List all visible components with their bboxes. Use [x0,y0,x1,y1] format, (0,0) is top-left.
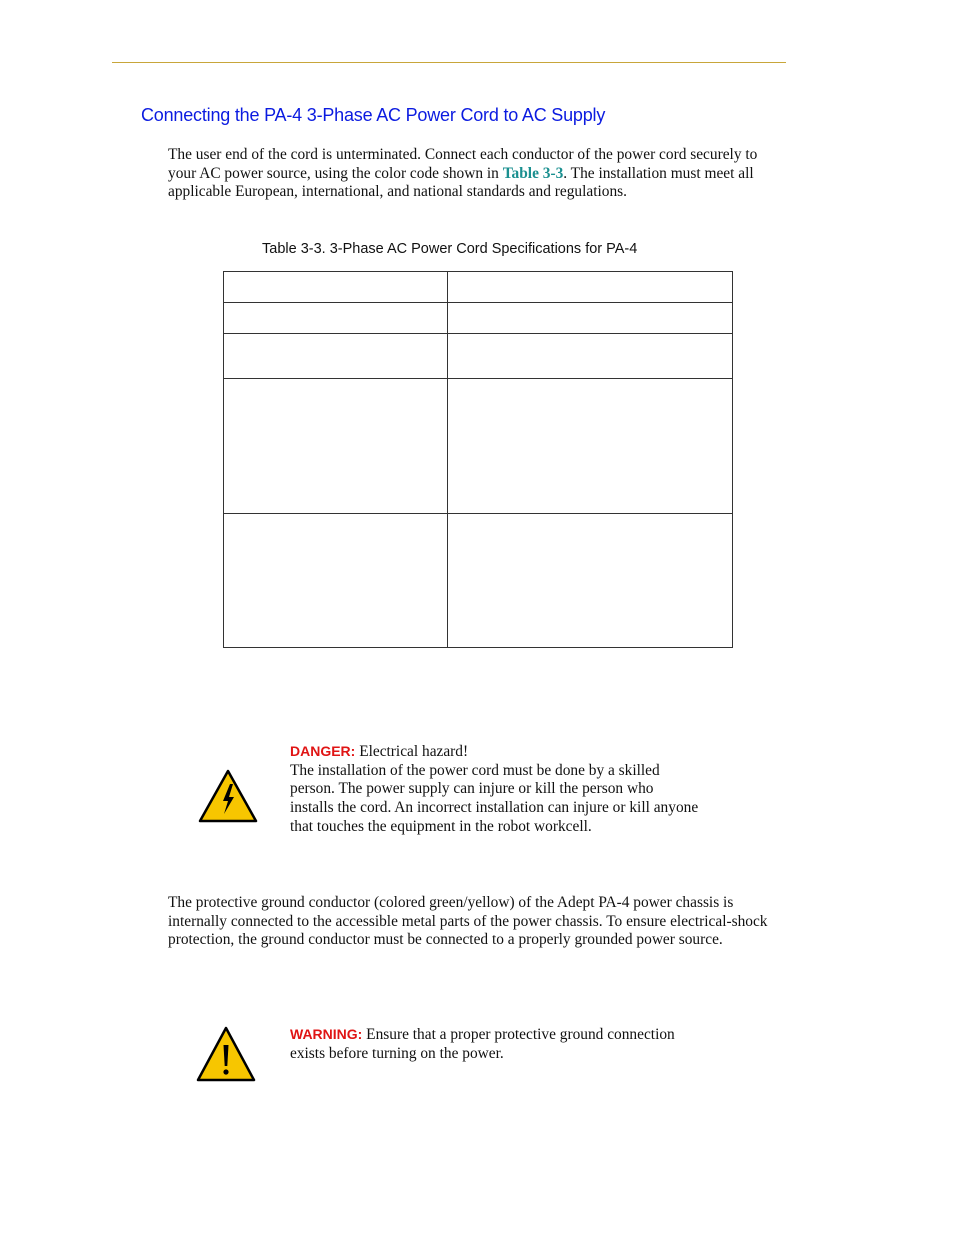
table-cell [224,379,448,514]
table-caption: Table 3-3. 3-Phase AC Power Cord Specifications for PA-4 [262,241,638,257]
table-cell [448,272,733,303]
section-heading: Connecting the PA-4 3-Phase AC Power Cord to AC Supply [141,105,606,125]
warning-label: WARNING: [290,1026,363,1042]
power-cord-spec-table [223,271,733,648]
table-cell [448,334,733,379]
danger-notice [290,742,700,837]
table-cell [224,334,448,379]
electrical-hazard-icon [197,768,259,829]
intro-paragraph [168,146,788,202]
table-cell [224,272,448,303]
table-row [224,514,733,648]
warning-notice [290,1025,700,1063]
danger-title: Electrical hazard! [355,743,469,760]
table-row [224,272,733,303]
table-cell [224,514,448,648]
intro-text-before: The user end of the cord is unterminated. Connect each conductor of the power cord securely to your AC power source, using the color code shown in [168,146,758,182]
danger-text: The installation of the power cord must be done by a skilled person. The power supply can injure or kill the person who installs the cord. An incorrect installation can injure or kill anyone that touches the equipment in the robot workcell. [290,761,699,835]
warning-exclamation-icon [195,1025,257,1088]
intro-text-after: . The installation must meet all applicable European, international, and national standards and regulations. [168,164,754,201]
table-cell [448,514,733,648]
ground-paragraph: The protective ground conductor (colored green/yellow) of the Adept PA-4 power chassis is internally connected to the accessible metal parts of the power chassis. To ensure electrical-shock protection, the ground conductor must be connected to a properly grounded power source. [168,894,768,949]
header-rule [112,62,786,63]
table-row [224,334,733,379]
warning-text: Ensure that a proper protective ground connection exists before turning on the power. [290,1026,675,1062]
table-cell [224,303,448,334]
table-cell [448,379,733,514]
table-cell [448,303,733,334]
table-row [224,303,733,334]
table-cross-reference-link[interactable]: Table 3-3 [502,164,564,182]
table-row [224,379,733,514]
danger-label: DANGER: [290,743,356,759]
